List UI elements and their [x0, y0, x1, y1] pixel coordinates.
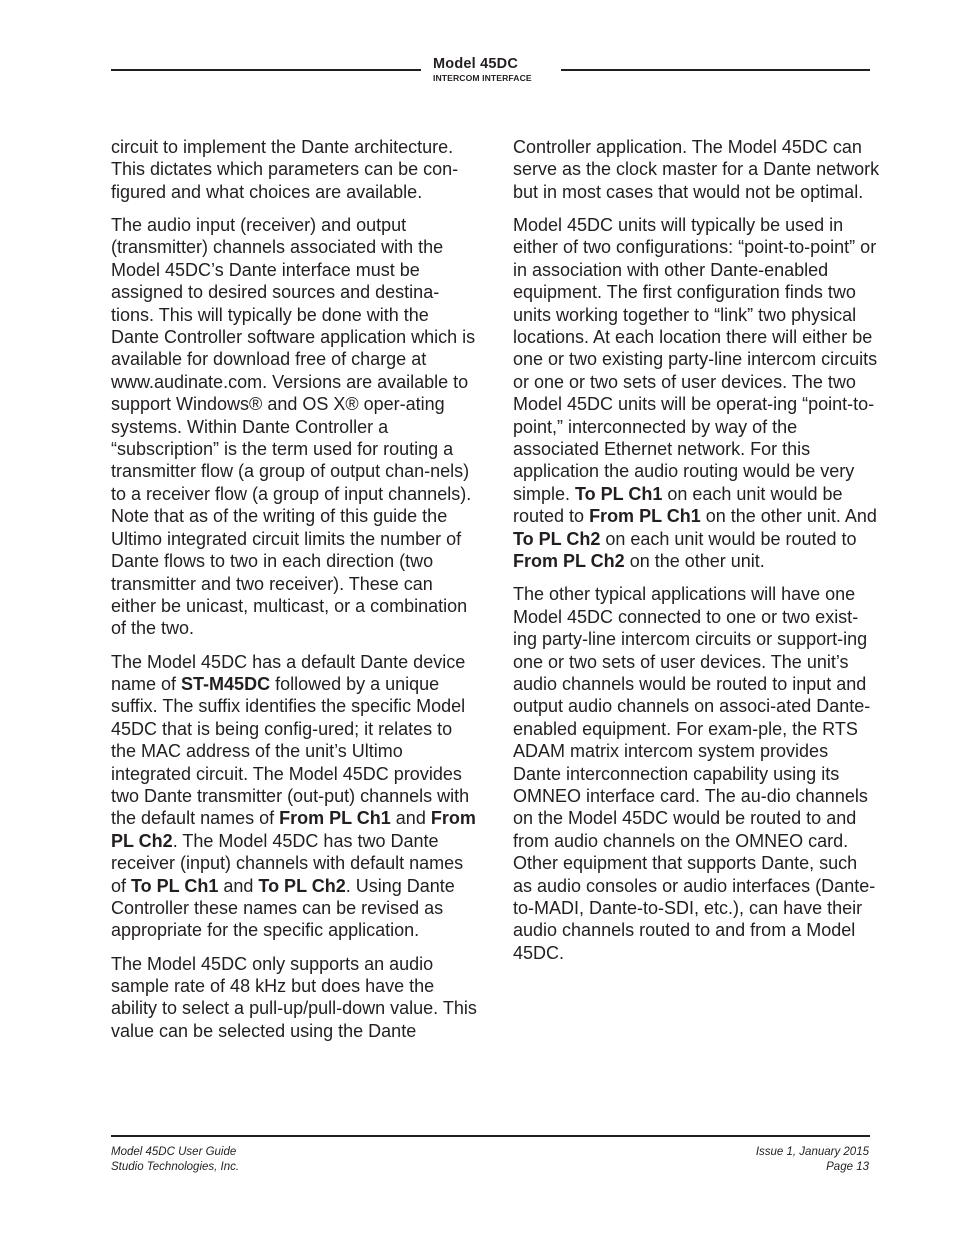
footer-right: [756, 1145, 869, 1175]
channel-name: To PL Ch2: [513, 528, 601, 549]
text-run: Model 45DC units will typically be used in either of two configurations: “point-to-point” or in association with other Dante-enabled equipment. The first configuration finds two units working together to “link” two physical locations. At each location there will either be one or two existing party-line intercom circuits or one or two sets of user devices. The two Model 45DC units will be operat-ing “point-to-point,” interconnected by way of the associated Ethernet network. For this application the audio routing would be very simple.: [513, 215, 878, 504]
header-rule-right: [561, 69, 870, 71]
text-run: on each unit would be routed to: [600, 528, 857, 549]
header-subtitle: INTERCOM INTERFACE: [433, 73, 532, 83]
left-paragraph-3: [111, 651, 479, 942]
left-column: [111, 136, 479, 1053]
channel-name: From PL Ch2: [513, 551, 625, 572]
text-run: followed by a unique suffix. The suffix identifies the specific Model 45DC that is being config-ured; it relates to the MAC address of the unit’s Ultimo integrated circuit. The Model 45DC provides two Dante transmitter (out-put) channels with the default names of: [111, 673, 470, 829]
text-run: and: [390, 808, 431, 829]
footer-page-number: Page 13: [826, 1161, 869, 1173]
device-name: ST-M45DC: [181, 673, 271, 694]
text-run: . Using Dante Controller these names can be revised as appropriate for the specific application.: [111, 875, 455, 941]
channel-name: From PL Ch1: [279, 808, 391, 829]
header-title: Model 45DC: [433, 56, 518, 72]
left-paragraph-1: circuit to implement the Dante architecture. This dictates which parameters can be con-figured and what choices are available.: [111, 137, 459, 202]
text-run: The Model 45DC has a default Dante device name of: [111, 651, 466, 694]
text-run: on the other unit.: [624, 551, 765, 572]
channel-name: To PL Ch1: [131, 875, 219, 896]
channel-name: To PL Ch1: [575, 483, 663, 504]
right-paragraph-3: The other typical applications will have one Model 45DC connected to one or two exist-ing party-line intercom circuits or support-ing one or two sets of user devices. The unit’s audio channels would be routed to input and output audio channels on associ-ated Dante-enabled equipment. For exam-ple, the RTS ADAM matrix intercom system provides Dante interconnection capability using its OMNEO interface card. The au-dio channels on the Model 45DC would be routed to and from audio channels on the OMNEO card. Other equipment that supports Dante, such as audio consoles or audio interfaces (Dante-to-MADI, Dante-to-SDI, etc.), can have their audio channels routed to and from a Model 45DC.: [513, 584, 876, 963]
footer-company: Studio Technologies, Inc.: [111, 1161, 240, 1173]
footer-rule: [111, 1135, 870, 1137]
header-rule-left: [111, 69, 421, 71]
right-paragraph-2: [513, 214, 881, 573]
text-run: and: [218, 875, 259, 896]
left-paragraph-4: The Model 45DC only supports an audio sample rate of 48 kHz but does have the ability to select a pull-up/pull-down value. This value can be selected using the Dante: [111, 953, 477, 1041]
footer-issue: Issue 1, January 2015: [755, 1146, 869, 1158]
text-run: . The Model 45DC has two Dante receiver (input) channels with default names of: [111, 830, 464, 896]
right-column: [513, 136, 881, 975]
text-run: on the other unit. And: [700, 506, 877, 527]
footer-guide-title: Model 45DC User Guide: [111, 1146, 237, 1158]
footer-left: [111, 1145, 239, 1175]
left-paragraph-2: The audio input (receiver) and output (transmitter) channels associated with the Model 45DC’s Dante interface must be assigned to desired sources and destina-tions. This will typically be done with the Dante Controller software application which is available for download free of charge at www.audinate.com. Versions are available to support Windows® and OS X® oper-ating systems. Within Dante Controller a “subscription” is the term used for routing a transmitter flow (a group of output chan-nels) to a receiver flow (a group of input channels). Note that as of the writing of this guide the Ultimo integrated circuit limits the number of Dante flows to two in each direction (two transmitter and two receiver). These can either be unicast, multicast, or a combination of the two.: [111, 215, 476, 639]
right-paragraph-1: Controller application. The Model 45DC can serve as the clock master for a Dante network but in most cases that would not be optimal.: [513, 137, 880, 202]
text-run: on each unit would be routed to: [513, 483, 843, 527]
channel-name: From PL Ch1: [589, 506, 701, 527]
channel-name: To PL Ch2: [258, 875, 346, 896]
channel-name: From PL Ch2: [111, 808, 476, 851]
